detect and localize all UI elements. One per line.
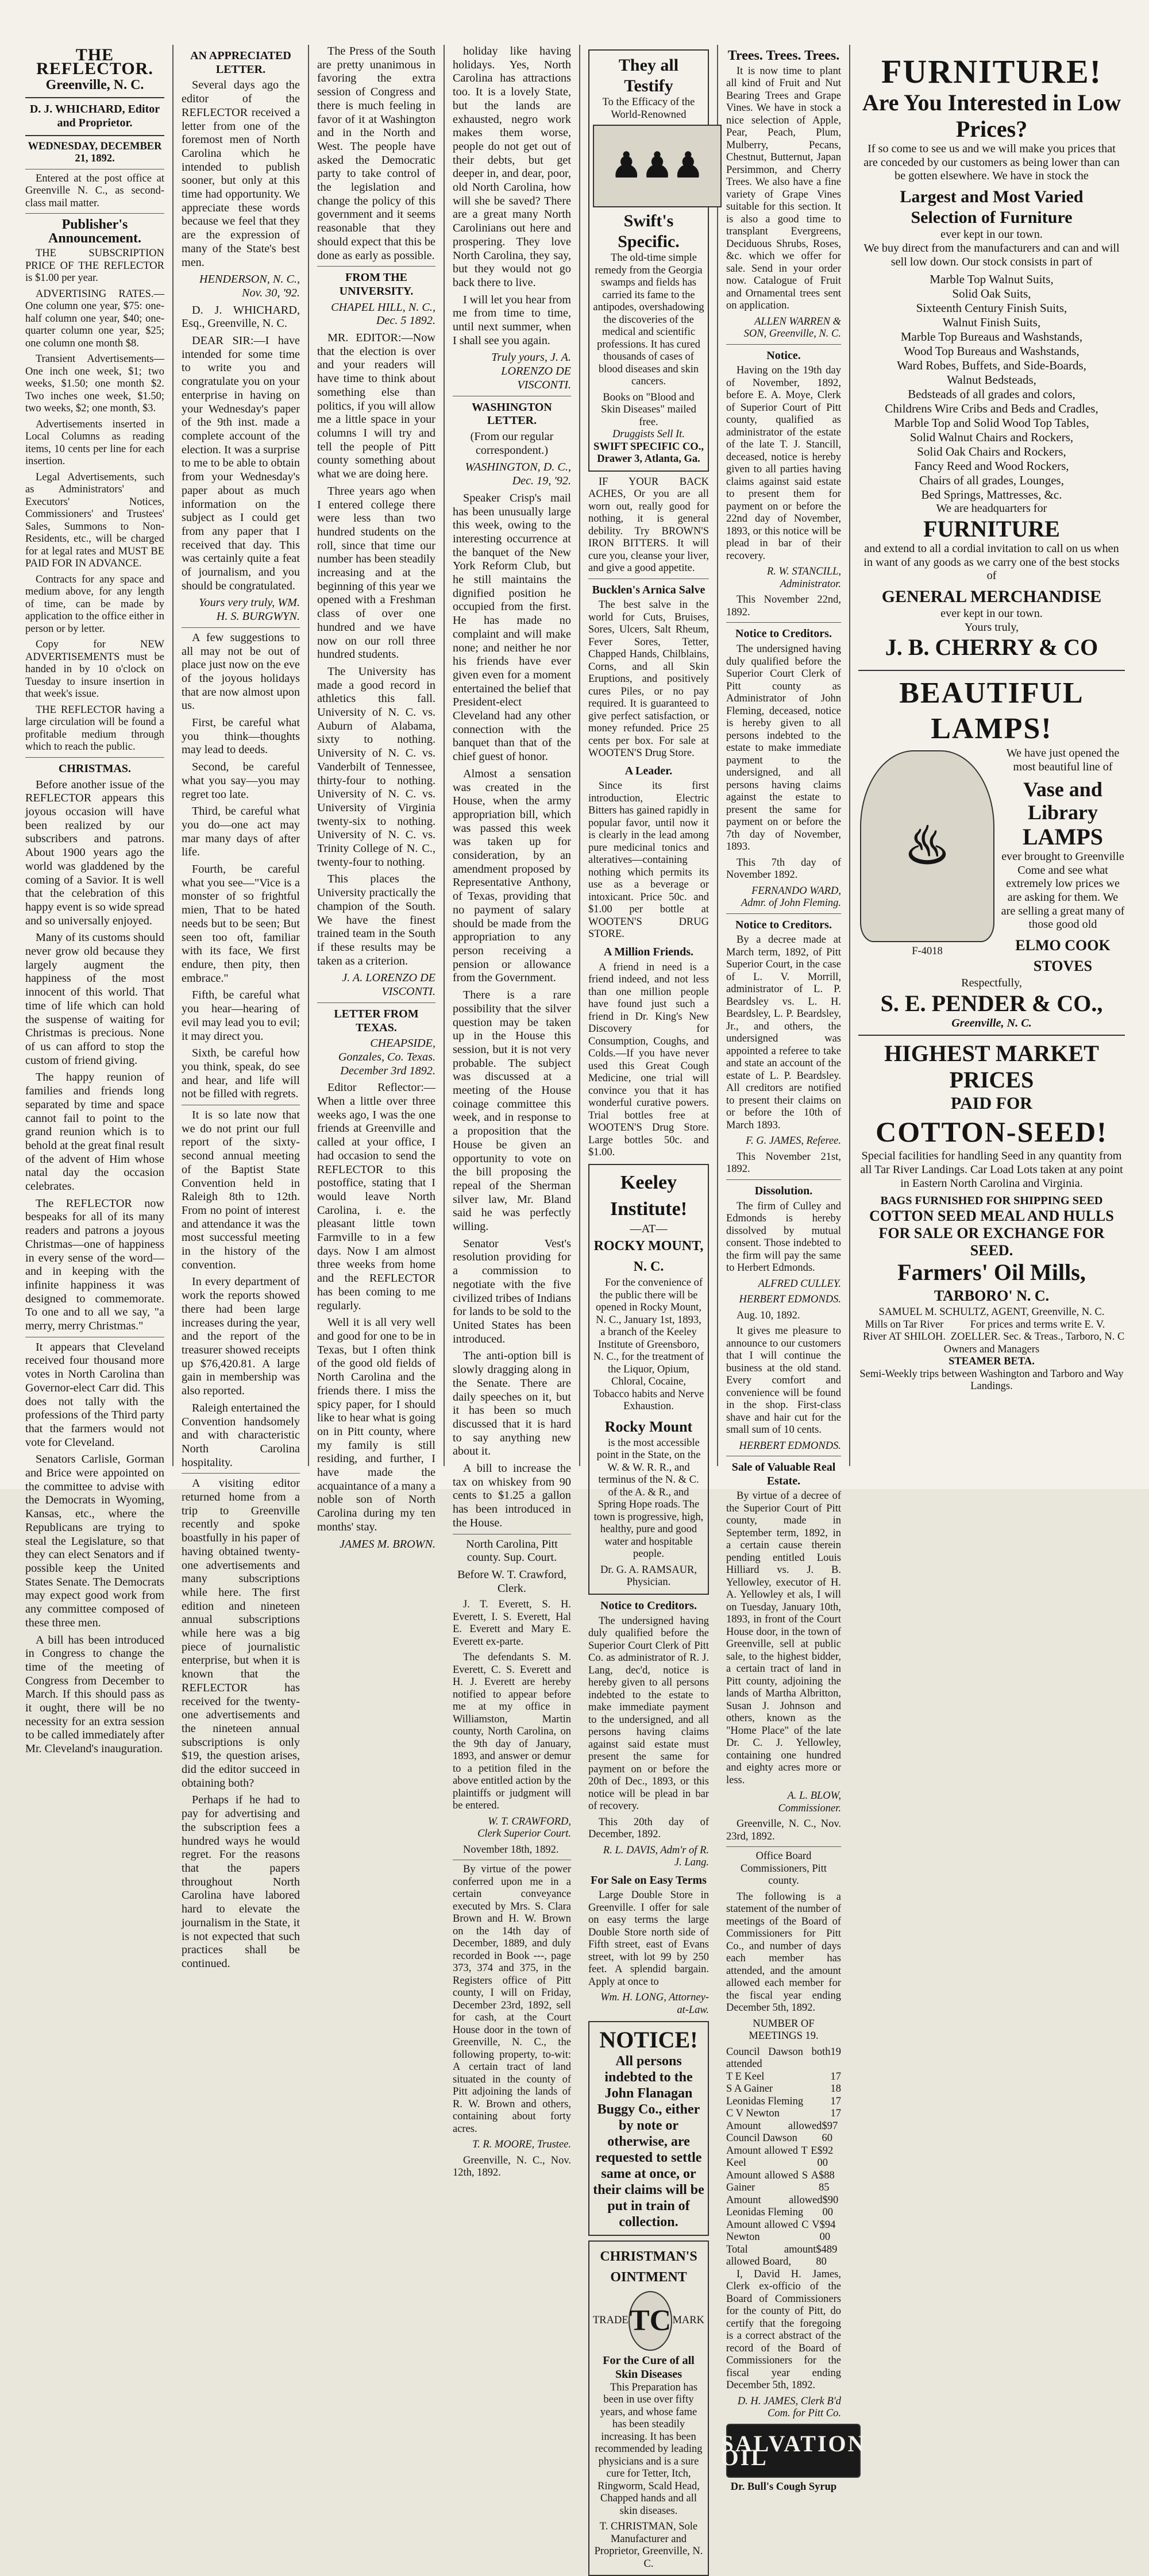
publisher-p6: Contracts for any space and medium above, for any length of time, can be made by application to the office either in person or by letter. xyxy=(25,573,164,635)
suggestions-p6: Fifth, be careful what you hear—hearing of evil may lead you to evil; it may direct you. xyxy=(182,989,300,1043)
cotton-paid: PAID FOR xyxy=(951,1094,1032,1113)
lamp-label: F-4018 xyxy=(912,946,943,958)
furniture-items xyxy=(862,272,1121,502)
board-meetings-label: NUMBER OF MEETINGS 19. xyxy=(749,2018,819,2042)
suggestions-p3: Second, be careful what you say—you may regret too late. xyxy=(182,761,300,801)
keeley-place: ROCKY MOUNT, N. C. xyxy=(593,1239,704,1275)
furniture-p1: If so come to see us and we will make you prices that are conceded by our customers as being lower than can be gotten elsewhere. We have in stock the xyxy=(863,142,1120,183)
creditors-fleming-heading: Notice to Creditors. xyxy=(735,627,832,641)
trees-p1: It is now time to plant all kind of Fruit and Nut Bearing Trees and Grape Vines. We have in stock a nice selection of Apple, Pear, Peach, Plum, Mulberry, Pecans, Chestnut, Butternut, Japan Persimmon, and Cherry Trees. We also have a fine variety of Grape Vines suitable for this section. It is also a good time to transplant Evergreens, Deciduous Shrubs, Roses, &c. which we offer for sale. Send in your order now. Catalogue of Fruit and Ornamental trees sent on application. xyxy=(726,65,841,312)
ointment-trade: TRADE xyxy=(593,2315,629,2327)
legal-everett-sign: W. T. CRAWFORD, Clerk Superior Court. xyxy=(477,1815,571,1840)
cotton-mills: Farmers' Oil Mills, xyxy=(897,1259,1086,1286)
salvation-oil-logo-icon: SALVATION OIL xyxy=(726,2424,861,2478)
board-title: Office Board Commissioners, Pitt county. xyxy=(740,1850,827,1887)
board-rows xyxy=(726,2046,841,2120)
furniture-item: Walnut Bedsteads, xyxy=(947,373,1036,387)
board-allowed-row: Amount allowed T E Keel $92 00 xyxy=(726,2145,834,2169)
furniture-title-2: FURNITURE xyxy=(923,515,1060,542)
furniture-largest: Largest and Most Varied xyxy=(900,187,1084,207)
lamps-place: Greenville, N. C. xyxy=(951,1016,1032,1029)
cleveland-p3: A bill has been introduced in Congress to change the time of the meeting of Congress from December to March. If this should pass as it ought, there will be no necessity for an extra session to be called immediately after Mr. Cleveland's inauguration. xyxy=(25,1633,164,1756)
washington-p3: There is a rare possibility that the silver question may be taken up in the House this session, but it is not very probable. The subject was discussed at a meeting of the House coinage committee this week, and in response to a proposition that the House be given an opportunity to vote on the bill proposing the repeal of the Sherman silver law, Mr. Bland said he was perfectly willing. xyxy=(453,989,571,1233)
cotton-ad xyxy=(858,1040,1125,1393)
furniture-selection: Selection of Furniture xyxy=(911,208,1073,227)
swift-header: They all Testify xyxy=(618,56,679,95)
realestate-sign: A. L. BLOW, Commissioner. xyxy=(778,1790,841,1814)
trees-sign: ALLEN WARREN & SON, Greenville, N. C. xyxy=(743,315,841,340)
column-6 xyxy=(718,45,866,2493)
cotton-trips: Semi-Weekly trips between Washington and Tarboro and Way Landings. xyxy=(859,1368,1124,1393)
visiting-p1: A visiting editor returned home from a trip to Greenville recently and spoke boastfully in his paper of having obtained twenty-one advertisements and many subscriptions while here. The first edition and nineteen annual subscriptions while here was a big piece of journalistic enterprise, but when it is known that the REFLECTOR has received for the twenty-one advertisements and the nineteen annual subscriptions is only $19, the question arises, did the editor succeed in obtaining both? xyxy=(182,1477,300,1790)
cotton-title: HIGHEST MARKET PRICES xyxy=(884,1040,1099,1093)
dissolution-sign2: HERBERT EDMONDS. xyxy=(739,1294,841,1306)
ointment-sub: For the Cure of all Skin Diseases xyxy=(603,2354,695,2381)
visiting-p2: Perhaps if he had to pay for advertising and the subscription fees a hundred ways he would regret. For the reasons that the papers throughout North Carolina have labored hard to elevate the journalism in the State, it is not expected that such practices shall be continued. xyxy=(182,1794,300,1970)
cleveland-p1: It appears that Cleveland received four thousand more votes in North Carolina than Governor-elect Carr did. This does not tally with the professions of the Third party that the farmers would not vote for Cleveland. xyxy=(25,1340,164,1449)
easy-heading: For Sale on Easy Terms xyxy=(591,1873,707,1887)
texas-place: CHEAPSIDE, Gonzales, Co. Texas. December 3rd 1892. xyxy=(338,1037,435,1077)
board-row: C V Newton 17 xyxy=(726,2108,841,2120)
creditors-james-heading: Notice to Creditors. xyxy=(735,918,832,931)
furniture-item: Solid Oak Chairs and Rockers, xyxy=(917,445,1066,459)
publisher-p1: THE SUBSCRIPTION PRICE OF THE REFLECTOR is $1.00 per year. xyxy=(25,248,164,284)
washington-p6: A bill to increase the tax on whiskey from 90 cents to $1.25 a gallon has been introduced in the House. xyxy=(453,1462,571,1529)
board-row: S A Gainer 18 xyxy=(726,2083,841,2095)
leader-p1: Since its first introduction, Electric Bitters has gained rapidly in popular favor, until now it is clearly in the lead among pure medicinal tonics and alteratives—containing nothing which permits its use as a beverage or intoxicant. Price 50c. and $1.00 per bottle at WOOTEN'S DRUG STORE. xyxy=(588,780,709,940)
trees-heading: Trees. Trees. Trees. xyxy=(727,48,840,63)
christmas-p3: The happy reunion of families and friends long separated by time and space cannot fail to point to the grand reunion which is to behold at the great final result of the advent of Him whose natal day the occasion celebrates. xyxy=(25,1071,164,1193)
board-allowed-row: Amount allowed S A Gainer $88 85 xyxy=(726,2169,835,2194)
creditors-fleming-p1: The undersigned having duly qualified before the Superior Court Clerk of Pitt county as Administrator of John Fleming, deceased, notice is hereby given to all persons indebted to the estate to make immediate payment to the undersigned, and all persons having claims against the estate to present the same for payment on or before the 7th day of November, 1893. xyxy=(726,643,841,853)
washington-place: WASHINGTON, D. C., Dec. 19, '92. xyxy=(465,461,571,488)
furniture-yours: Yours truly, xyxy=(964,620,1019,634)
swift-sub: To the Efficacy of the World-Renowned xyxy=(602,97,695,121)
keeley-p2: is the most accessible point in the State, on the W. & W. R. R., and terminus of the N. & C. of the A. & R., and Spring Hope roads. The town is progressive, high, healthy, pure and good water and hospitable people. xyxy=(593,1437,704,1560)
letter-to: D. J. WHICHARD, Esq., Greenville, N. C. xyxy=(182,303,300,330)
christmas-p4: The REFLECTOR now bespeaks for all of its many readers and patrons a joyous Christmas—one of happiness in every sense of the word—and in keeping with the infinite happiness it was designed to commemorate. To one and to all we say, "a merry, merry Christmas." xyxy=(25,1197,164,1333)
university-p4: This places the University practically the champion of the South. We have the finest trained team in the South if these results may be taken as a criterion. xyxy=(317,873,435,967)
leader-heading: A Leader. xyxy=(624,764,673,777)
masthead-entered: Entered at the post office at Greenville N. C., as second-class mail matter. xyxy=(25,172,164,209)
ointment-sign: T. CHRISTMAN, Sole Manufacturer and Proprietor, Greenville, N. C. xyxy=(594,2521,703,2570)
stancill-sign: R. W. STANCILL, Administrator. xyxy=(766,566,841,590)
column-2 xyxy=(173,45,309,1970)
board-allowed-row: Amount allowed C V Newton $94 00 xyxy=(726,2219,836,2243)
masthead-date: WEDNESDAY, DECEMBER 21, 1892. xyxy=(28,140,162,165)
furniture-item: Childrens Wire Cribs and Beds and Cradles, xyxy=(885,402,1098,416)
christmas-heading: CHRISTMAS. xyxy=(58,762,132,775)
legal-everett-title: North Carolina, Pitt county. Sup. Court. xyxy=(466,1537,558,1564)
furniture-item: Marble Top Walnut Suits, xyxy=(930,272,1054,287)
university-p3: The University has made a good record in athletics this fall. University of N. C. vs. Auburn of Alabama, sixty to nothing. University of N. C. vs. Vanderbilt of Tennessee, thirty-four to nothing. University of N. C. vs. University of Virginia twenty-six to nothing. University of N. C. vs. Trinity College of N. C., twenty-four to nothing. xyxy=(317,665,435,869)
cotton-bags: BAGS FURNISHED FOR SHIPPING SEED xyxy=(880,1194,1103,1207)
lamp-illustration-icon: ♨ xyxy=(860,750,994,942)
furniture-kept: ever kept in our town. xyxy=(940,228,1043,241)
keeley-ad xyxy=(588,1164,709,1595)
ointment-p1: This Preparation has been in use over fifty years, and whose fame has been steadily increasing. It has been recommended by leading physicians and is a sure cure for Tetter, Itch, Ringworm, Scald Head, Chapped hands and all skin diseases. xyxy=(595,2381,703,2517)
dissolution-heading: Dissolution. xyxy=(754,1184,813,1197)
suggestions-p4: Third, be careful what you do—one act may mar many days of after life. xyxy=(182,805,300,859)
publisher-p4: Advertisements inserted in Local Columns as reading items, 10 cents per line for each insertion. xyxy=(25,418,164,468)
salvation-sub: Dr. Bull's Cough Syrup xyxy=(730,2481,837,2493)
column-5 xyxy=(580,45,718,2570)
creditors-james-sign: F. G. JAMES, Referee. xyxy=(746,1135,841,1147)
suggestions-p7: Sixth, be careful how you think, speak, do see and hear, and life will not be filled with regrets. xyxy=(182,1047,300,1101)
washington-sub: (From our regular correspondent.) xyxy=(470,430,554,457)
cotton-seed: COTTON-SEED! xyxy=(876,1116,1108,1148)
furniture-item: Solid Walnut Chairs and Rockers, xyxy=(909,430,1074,445)
publisher-p5: Legal Advertisements, such as Administrators' and Executors' Notices, Commissioners' and Trustees' Sales, Summons to Non-Residents, etc., will be charged for at legal rates and MUST BE PAID FOR IN ADVANCE. xyxy=(25,471,164,570)
washington-p1: Speaker Crisp's mail has been unusually large this week, owing to the interesting occurrence at the banquet of the New York Reform Club, but he still maintains the dignified position he occupied from the first. He has made no complaint and will make none; and neither he nor his friends have ever given even for a moment entertained the belief that President-elect Cleveland had any other connection with the banquet than that of the chief guest of honor. xyxy=(453,491,571,763)
ache-p1: IF YOUR BACK ACHES, Or you are all worn out, really good for nothing, it is general debility. Try BROWN'S IRON BITTERS. It will cure you, cleanse your liver, and give a good appetite. xyxy=(588,476,709,574)
realestate-date: Greenville, N. C., Nov. 23rd, 1892. xyxy=(726,1818,841,1842)
column-7-ads xyxy=(850,45,1133,1466)
furniture-p3: and extend to all a cordial invitation to call on us when in want of any goods as we carry one of the best stocks of xyxy=(863,542,1120,583)
creditors-james-p1: By a decree made at March term, 1892, of Pitt Superior Court, in the case of L. V. Morrill, administrator of L. P. Beardsley vs. L. H. Beardsley, L. P. Beardsley, Jr., and others, the undersigned was appointed a referee to take and state an account of the estate of L. P. Beardsley. All creditors are notified to present their claims on or before the 10th of March 1893. xyxy=(726,934,841,1131)
cotton-mills-loc: Mills on Tar River River AT SHILOH. xyxy=(862,1318,946,1343)
furniture-hq: We are headquarters for xyxy=(936,502,1047,515)
keeley-p1: For the convenience of the public there will be opened in Rocky Mount, N. C., January 1st, 1893, a branch of the Keeley Institute of Greensboro, N. C., for the treatment of the Liquor, Opium, Chloral, Cocaine, Tobacco habits and Nerve Exhaustion. xyxy=(593,1277,704,1413)
column-3 xyxy=(309,45,445,1551)
university-p2: Three years ago when I entered college there were less than two hundred students on the roll, since that time our number has been steadily increasing and at the beginning of this year we opened with a Freshman class of over one hundred and we have now on our roll three hundred students. xyxy=(317,484,435,661)
board-total-row: Total amount allowed Board, $489 80 xyxy=(726,2243,838,2268)
texas-p2: Well it is all very well and good for one to be in Texas, but I often think of the good old fields of North Carolina and the friends there. I miss the spicy paper, for I should like to hear what is going on in Pitt county, where my family is still residing, and further, I have made the acquaintance of a many a noble son of North Carolina during my ten months' stay. xyxy=(317,1316,435,1533)
cotton-steamer: STEAMER BETA. xyxy=(948,1356,1035,1368)
column-1 xyxy=(17,45,173,1756)
board-sign: D. H. JAMES, Clerk B'd Com. for Pitt Co. xyxy=(737,2395,841,2420)
keeley-at: —AT— xyxy=(630,1222,668,1235)
board-row: Council Dawson both attended 19 xyxy=(726,2046,841,2070)
board-allowed-row: Amount allowed Council Dawson $97 60 xyxy=(726,2120,838,2145)
texas-heading: LETTER FROM TEXAS. xyxy=(334,1007,419,1034)
creditors-lang-date: This 20th day of December, 1892. xyxy=(588,1816,709,1841)
furniture-general: GENERAL MERCHANDISE xyxy=(881,587,1102,607)
furniture-item: Ward Robes, Buffets, and Side-Boards, xyxy=(897,358,1086,373)
cotton-terms: For prices and terms write E. V. ZOELLER. Sec. & Treas., Tarboro, N. C xyxy=(950,1318,1125,1343)
board-allowed xyxy=(726,2120,841,2269)
university-p1: MR. EDITOR:—Now that the election is over and your readers will have time to think about something else than politics, if you will allow me a little space in your columns I will try and tell the people of Pitt county something about what we are doing here. xyxy=(317,331,435,481)
stancill-p1: Having on the 19th day of November, 1892, before E. A. Moye, Clerk of Superior Court of Pitt county, qualified as administrator of the estate of the late T. J. Stancill, deceased, notice is hereby given to all parties having claims against said estate to present them for payment on or before the 22nd day of November, 1893, or this notice will be plead in bar of their recovery. xyxy=(726,365,841,562)
creditors-lang-sign: R. L. DAVIS, Adm'r of R. J. Lang. xyxy=(603,1844,709,1869)
furniture-item: Solid Oak Suits, xyxy=(952,287,1031,301)
baptist-p1: It is so late now that we do not print our full report of the sixty-second annual meeting of the Baptist State Convention held in Raleigh 8th to 12th. From no point of interest and attendance it was the most successful meeting in the history of the convention. xyxy=(182,1109,300,1271)
flanagan-heading: NOTICE! xyxy=(599,2027,698,2053)
nc-sign: Truly yours, J. A. LORENZO DE VISCONTI. xyxy=(491,351,571,391)
board-allowed-row: Amount allowed Leonidas Fleming $90 00 xyxy=(726,2194,839,2219)
dissolution-sign3: HERBERT EDMONDS. xyxy=(739,1440,841,1452)
furniture-subtitle: Are You Interested in Low Prices? xyxy=(862,90,1121,142)
stancill-heading: Notice. xyxy=(766,349,801,362)
lamps-vase: Vase and Library xyxy=(1023,777,1102,824)
lamps-ad xyxy=(858,676,1125,1030)
sale-date: Greenville, N. C., Nov. 12th, 1892. xyxy=(453,2154,571,2179)
furniture-item: Bedsteads of all grades and colors, xyxy=(908,387,1075,402)
washington-p2: Almost a sensation was created in the House, when the army appropriation bill, which was passed this week was taken up for consideration, by an amendment proposed by Representative Anthony, of Texas, providing that no payment of salary should be made from the appropriation to any person receiving a pension or allowance from the Government. xyxy=(453,767,571,985)
cotton-agent: SAMUEL M. SCHULTZ, AGENT, Greenville, N. C. xyxy=(878,1306,1105,1318)
masthead-editor: D. J. WHICHARD, Editor and Proprietor. xyxy=(29,103,160,129)
ointment-mark: MARK xyxy=(672,2315,704,2327)
cotton-meal: COTTON SEED MEAL AND HULLS FOR SALE OR EXCHANGE FOR SEED. xyxy=(869,1208,1114,1259)
furniture-ad xyxy=(858,49,1125,665)
ointment-ad xyxy=(588,2240,709,2576)
texas-sign: JAMES M. BROWN. xyxy=(339,1537,435,1551)
cleveland-p2: Senators Carlisle, Gorman and Brice were appointed on the committee to advise with the Democrats in Wyoming, Kansas, etc., where the Republicans are trying to steal the Legislature, so that they can elect Senators and if possible keep the United States Senate. The Democrats may expect good work from any committee composed of these three men. xyxy=(25,1453,164,1629)
swift-druggists: Druggists Sell It. xyxy=(612,429,685,440)
masthead-place: Greenville, N. C. xyxy=(45,78,144,93)
lamps-resp: Respectfully, xyxy=(961,977,1022,990)
swift-company: SWIFT SPECIFIC CO., Drawer 3, Atlanta, Ga. xyxy=(593,441,704,465)
column-4 xyxy=(445,45,580,2179)
legal-everett-p2: The defendants S. M. Everett, C. S. Everett and H. J. Everett are hereby notified to appear before me at my office in Williamston, Martin county, North Carolina, on the 9th day of January, 1893, and answer or demur to a petition filed in the above entitled action by the plaintiffs or judgment will be entered. xyxy=(453,1652,571,1812)
swift-body: The old-time simple remedy from the Georgia swamps and fields has carried its fame to the antipodes, overshadowing the discoveries of the medical and scientific professions. It has cured thousands of cases of blood diseases and skin cancers. xyxy=(593,252,704,387)
lamps-firm: S. E. PENDER & CO., xyxy=(880,990,1103,1016)
publisher-p8: THE REFLECTOR having a large circulation will be found a profitable medium through which to reach the public. xyxy=(25,704,164,753)
baptist-p3: Raleigh entertained the Convention handsomely and with characteristic North Carolina hospitality. xyxy=(182,1401,300,1469)
realestate-p1: By virtue of a decree of the Superior Court of Pitt county, made in September term, 1892, in a certain cause therein pending entitled Louis Hilliard vs. J. B. Yellowley, executor of H. A. Yellowley et als, I will on Tuesday, January 10th, 1893, in front of the Court House door, in the town of Greenville, sell at public sale, to the highest bidder, a certain tract of land in Pitt county, adjoining the lands of Martha Albritton, Susan J. Johnson and others, known as the "Home Place" of the late Dr. C. J. Yellowley, containing one hundred and eighty acres more or less. xyxy=(726,1490,841,1786)
swift-name: Swift's Specific. xyxy=(618,211,680,251)
flanagan-body: All persons indebted to the John Flanagan Buggy Co., either by note or otherwise, are requested to settle same at once, or their claims will be put in train of collection. xyxy=(593,2054,704,2230)
baptist-p2: In every department of work the reports showed there had been large increases during the year, and the report of the treasurer showed receipts up $76,420.81. A large gain in membership was also reported. xyxy=(182,1275,300,1398)
million-heading: A Million Friends. xyxy=(603,945,694,958)
million-p1: A friend in need is a friend indeed, and not less than one million people have found just such a friend in Dr. King's New Discovery for Consumption, Coughs, and Colds.—If you have never used this Great Cough Medicine, one trial will convince you that it has wonderful curative powers. Trial bottles free at WOOTEN'S Drug Store. Large bottles 50c. and $1.00. xyxy=(588,961,709,1159)
dissolution-p2: It gives me pleasure to announce to our customers that I will continue the business at the old stand. Every comfort and convenience will be found in the shop. First-class shave and hair cut for the small sum of 10 cents. xyxy=(726,1325,841,1436)
legal-everett-p1: J. T. Everett, S. H. Everett, I. S. Everett, Hal E. Everett and Mary E. Everett ex-parte. xyxy=(453,1599,571,1648)
ointment-heading: CHRISTMAN'S OINTMENT xyxy=(600,2249,697,2285)
lamps-p2: ever brought to Greenville Come and see what extremely low prices we are asking for them. We are selling a great many of those good old xyxy=(1001,850,1125,931)
easy-sign: Wm. H. LONG, Attorney-at-Law. xyxy=(600,1992,709,2016)
publisher-p3: Transient Advertisements—One inch one week, $1; two weeks, $1.50; one month $2. Two inches one week, $1.50; two weeks, $2; one month, $3. xyxy=(25,353,164,415)
furniture-item: Wood Top Bureaus and Washstands, xyxy=(904,344,1079,358)
suggestions-p2: First, be careful what you think—thoughts may lead to deeds. xyxy=(182,716,300,757)
legal-everett-date: November 18th, 1892. xyxy=(463,1844,559,1856)
furniture-p2: We buy direct from the manufacturers and can and will sell low down. Our stock consists in part of xyxy=(863,241,1120,268)
flanagan-ad xyxy=(588,2021,709,2236)
washington-heading: WASHINGTON LETTER. xyxy=(472,400,552,427)
board-row: T E Keel 17 xyxy=(726,2070,841,2083)
nc-p2: I will let you hear from me from time to time, until next summer, when I shall see you again. xyxy=(453,293,571,347)
column-container xyxy=(17,45,1135,2570)
furniture-item: Marble Top and Solid Wood Top Tables, xyxy=(894,416,1089,430)
publisher-heading: Publisher's Announcement. xyxy=(48,217,141,246)
lamps-lamps: LAMPS xyxy=(1023,823,1103,850)
furniture-item: Chairs of all grades, Lounges, xyxy=(919,473,1064,488)
letter-p1: Several days ago the editor of the REFLECTOR received a letter from one of the foremost men of North Carolina which he intended to publish sooner, but only at this time had opportunity. We appreciate these words because we feel that they are the expression of many of the State's best men. xyxy=(182,79,300,269)
letter-heading: AN APPRECIATED LETTER. xyxy=(190,49,291,76)
furniture-item: Sixteenth Century Finish Suits, xyxy=(916,301,1067,315)
christmas-p2: Many of its customs should never grow old because they largely augment the happiness of the most innocent of this world. That time of life which can hold the suspense of waiting for Christmas is precious. None of us can afford to stop the custom of friend giving. xyxy=(25,931,164,1067)
stancill-date: This November 22nd, 1892. xyxy=(726,594,841,618)
dissolution-date: Aug. 10, 1892. xyxy=(737,1309,800,1321)
sale-sign: T. R. MOORE, Trustee. xyxy=(472,2139,571,2151)
publisher-p2: ADVERTISING RATES.—One column one year, $75: one-half column one year, $40; one-quarter column one year, $25; one column one month $8. xyxy=(25,288,164,349)
keeley-title: Keeley Institute! xyxy=(610,1171,688,1220)
texas-p1: Editor Reflector:—When a little over three weeks ago, I was the one friends at Greenville and called at your office, I had occasion to send the REFLECTOR to this postoffice, stating that I would leave North Carolina, i. e. the pleasant little town Farmville to in a few days. Now I am almost three weeks from home and the REFLECTOR has been coming to me regularly. xyxy=(317,1081,435,1312)
suggestions-p5: Fourth, be careful what you see—"Vice is a monster of so frightful mien, That to be hated needs but to be seen; But seen too oft, familiar with its face, We first endure, then pity, then embrace." xyxy=(182,863,300,985)
furniture-firm: J. B. CHERRY & CO xyxy=(885,634,1098,661)
trademark-seal-icon: TC xyxy=(629,2291,673,2351)
furniture-item: Bed Springs, Mattresses, &c. xyxy=(921,488,1062,502)
university-heading: FROM THE UNIVERSITY. xyxy=(339,271,414,298)
board-p1: The following is a statement of the number of meetings of the Board of Commissioners for Pitt Co., and number of days each member has attended, and the amount allowed each member for the fiscal year ending December 5th, 1892. xyxy=(726,1891,841,2014)
furniture-item: Walnut Finish Suits, xyxy=(942,315,1041,330)
christmas-p1: Before another issue of the REFLECTOR appears this joyous occasion will have been realized by our subscribers and patrons. About 1900 years ago the world was gladdened by the coming of a Savior. It is well that the celebration of this happy event is so wide spread and so universally enjoyed. xyxy=(25,778,164,927)
lamps-p1: We have just opened the most beautiful line of xyxy=(1006,747,1120,774)
furniture-item: Fancy Reed and Wood Rockers, xyxy=(914,459,1069,473)
crowd-illustration-icon: ♟♟♟ xyxy=(593,125,722,207)
cotton-p1: Special facilities for handling Seed in any quantity from all Tar River Landings. Car Load Lots taken at any point in Eastern North Carolina and Virginia. xyxy=(860,1150,1123,1190)
legal-everett-before: Before W. T. Crawford, Clerk. xyxy=(457,1568,566,1595)
furniture-title: FURNITURE! xyxy=(881,53,1102,90)
easy-p1: Large Double Store in Greenville. I offer for sale on easy terms the large Double Store north side of Fifth street, east of Evans street, with lot 99 by 250 feet. A splendid bargain. Apply at once to xyxy=(588,1889,709,1988)
swift-ad xyxy=(588,49,709,472)
keeley-sub: Rocky Mount xyxy=(604,1418,693,1435)
washington-p5: The anti-option bill is slowly dragging along in the Senate. There are daily speeches on it, but it has been so much discussed that it is hard to say anything new about it. xyxy=(453,1349,571,1458)
cotton-tarboro: TARBORO' N. C. xyxy=(934,1287,1050,1305)
nc-p1: holiday like having holidays. Yes, North Carolina has attractions too. It is a lovely State, but the lands are exhausted, negro work makes them worse, people do not get out of their debts, but get deeper in, and dear, poor, old North Carolina, how will she be saved? There are a great many North Carolinians out here and prospering. They love North Carolina, they say, but they would not go back there to live. xyxy=(453,45,571,289)
arnica-p1: The best salve in the world for Cuts, Bruises, Sores, Ulcers, Salt Rheum, Fever Sores, Tetter, Chapped Hands, Chilblains, Corns, and all Skin Eruptions, and positively cures Piles, or no pay required. It is guaranteed to give perfect satisfaction, or money refunded. Price 25 cents per box. For sale at WOOTEN'S Drug Store. xyxy=(588,599,709,759)
creditors-lang-p1: The undersigned having duly qualified before the Superior Court Clerk of Pitt Co. as administrator of R. J. Lang, dec'd, notice is hereby given to all persons indebted to the estate to make immediate payment to the undersigned, and all persons having claims against said estate must present the same for payment on or before the 20th of Dec., 1893, or this notice will be plead in bar of recovery. xyxy=(588,1615,709,1813)
creditors-james-date: This November 21st, 1892. xyxy=(726,1151,841,1175)
publisher-p7: Copy for NEW ADVERTISEMENTS must be handed in by 10 o'clock on Tuesday to insure insertion in that week's issue. xyxy=(25,639,164,700)
board-row: Leonidas Fleming 17 xyxy=(726,2095,841,2107)
letter-p2: DEAR SIR:—I have intended for some time to write you and congratulate you on your enterprise in having on your Wednesday's paper of the 9th inst. made a complete account of the election. It was a surprise to me to be able to obtain from your Wednesday's paper about as much information on the subject as I could get from any paper that I received that day. This was certainly quite a feat of journalism, and you should be congratulated. xyxy=(182,334,300,592)
letter-place: HENDERSON, N. C., Nov. 30, '92. xyxy=(199,273,300,299)
university-sign: J. A. LORENZO DE VISCONTI. xyxy=(342,971,435,998)
masthead-title: THE REFLECTOR. xyxy=(36,45,153,78)
dissolution-p1: The firm of Culley and Edmonds is hereby dissolved by mutual consent. Those indebted to the firm will pay the same to Herbert Edmonds. xyxy=(726,1200,841,1274)
creditors-fleming-sign: FERNANDO WARD, Admr. of John Fleming. xyxy=(741,885,841,909)
sale-p1: By virtue of the power conferred upon me in a certain conveyance executed by Mrs. S. Clara Brown and H. W. Brown on the 14th day of December, 1889, and duly recorded in Book ---, page 373, 374 and 375, in the Registers office of Pitt county, I will on Friday, December 23rd, 1892, sell for cash, at the Court House door in the town of Greenville, N. C., the following property, to-wit: A certain tract of land situated in the county of Pitt adjoining the lands of R. W. Brown and others, containing about forty acres. xyxy=(453,1864,571,2135)
washington-p4: Senator Vest's resolution providing for a commission to negotiate with the five civilized tribes of Indians for lands to be sold to the United States has been introduced. xyxy=(453,1237,571,1345)
university-place: CHAPEL HILL, N. C., Dec. 5 1892. xyxy=(331,300,435,327)
keeley-sign: Dr. G. A. RAMSAUR, Physician. xyxy=(600,1564,697,1588)
furniture-item: Marble Top Bureaus and Washstands, xyxy=(900,330,1083,344)
press-p1: The Press of the South are pretty unanimous in favoring the extra session of Congress and there is much feeling in favor of it at Washington and in the North and West. The people have asked the Democratic party to take control of the legislation and change the policy of this government and it seems reasonable that they should expect that this be done as early as possible. xyxy=(317,45,435,262)
dissolution-sign1: ALFRED CULLEY. xyxy=(758,1278,841,1290)
creditors-lang-heading: Notice to Creditors. xyxy=(600,1599,697,1612)
suggestions-p1: A few suggestions to all may not be out of place just now on the eve of the joyous holidays that are now almost upon us. xyxy=(182,631,300,712)
realestate-heading: Sale of Valuable Real Estate. xyxy=(731,1461,836,1487)
swift-books: Books on "Blood and Skin Diseases" mailed free. xyxy=(601,391,696,428)
letter-sign: Yours very truly, WM. H. S. BURGWYN. xyxy=(199,596,300,623)
creditors-fleming-date: This 7th day of November 1892. xyxy=(726,857,841,881)
lamps-stoves: ELMO COOK STOVES xyxy=(1015,937,1111,975)
cotton-owners: Owners and Managers xyxy=(943,1343,1040,1355)
board-certify: I, David H. James, Clerk ex-officio of the Board of Commissioners for the county of Pitt, do certify that the foregoing is a correct abstract of the record of the Board of Commissioners for the fiscal year ending December 5th, 1892. xyxy=(726,2268,841,2392)
furniture-p4: ever kept in our town. xyxy=(940,607,1043,620)
lamps-title: BEAUTIFUL LAMPS! xyxy=(899,677,1084,746)
arnica-heading: Bucklen's Arnica Salve xyxy=(592,583,705,596)
